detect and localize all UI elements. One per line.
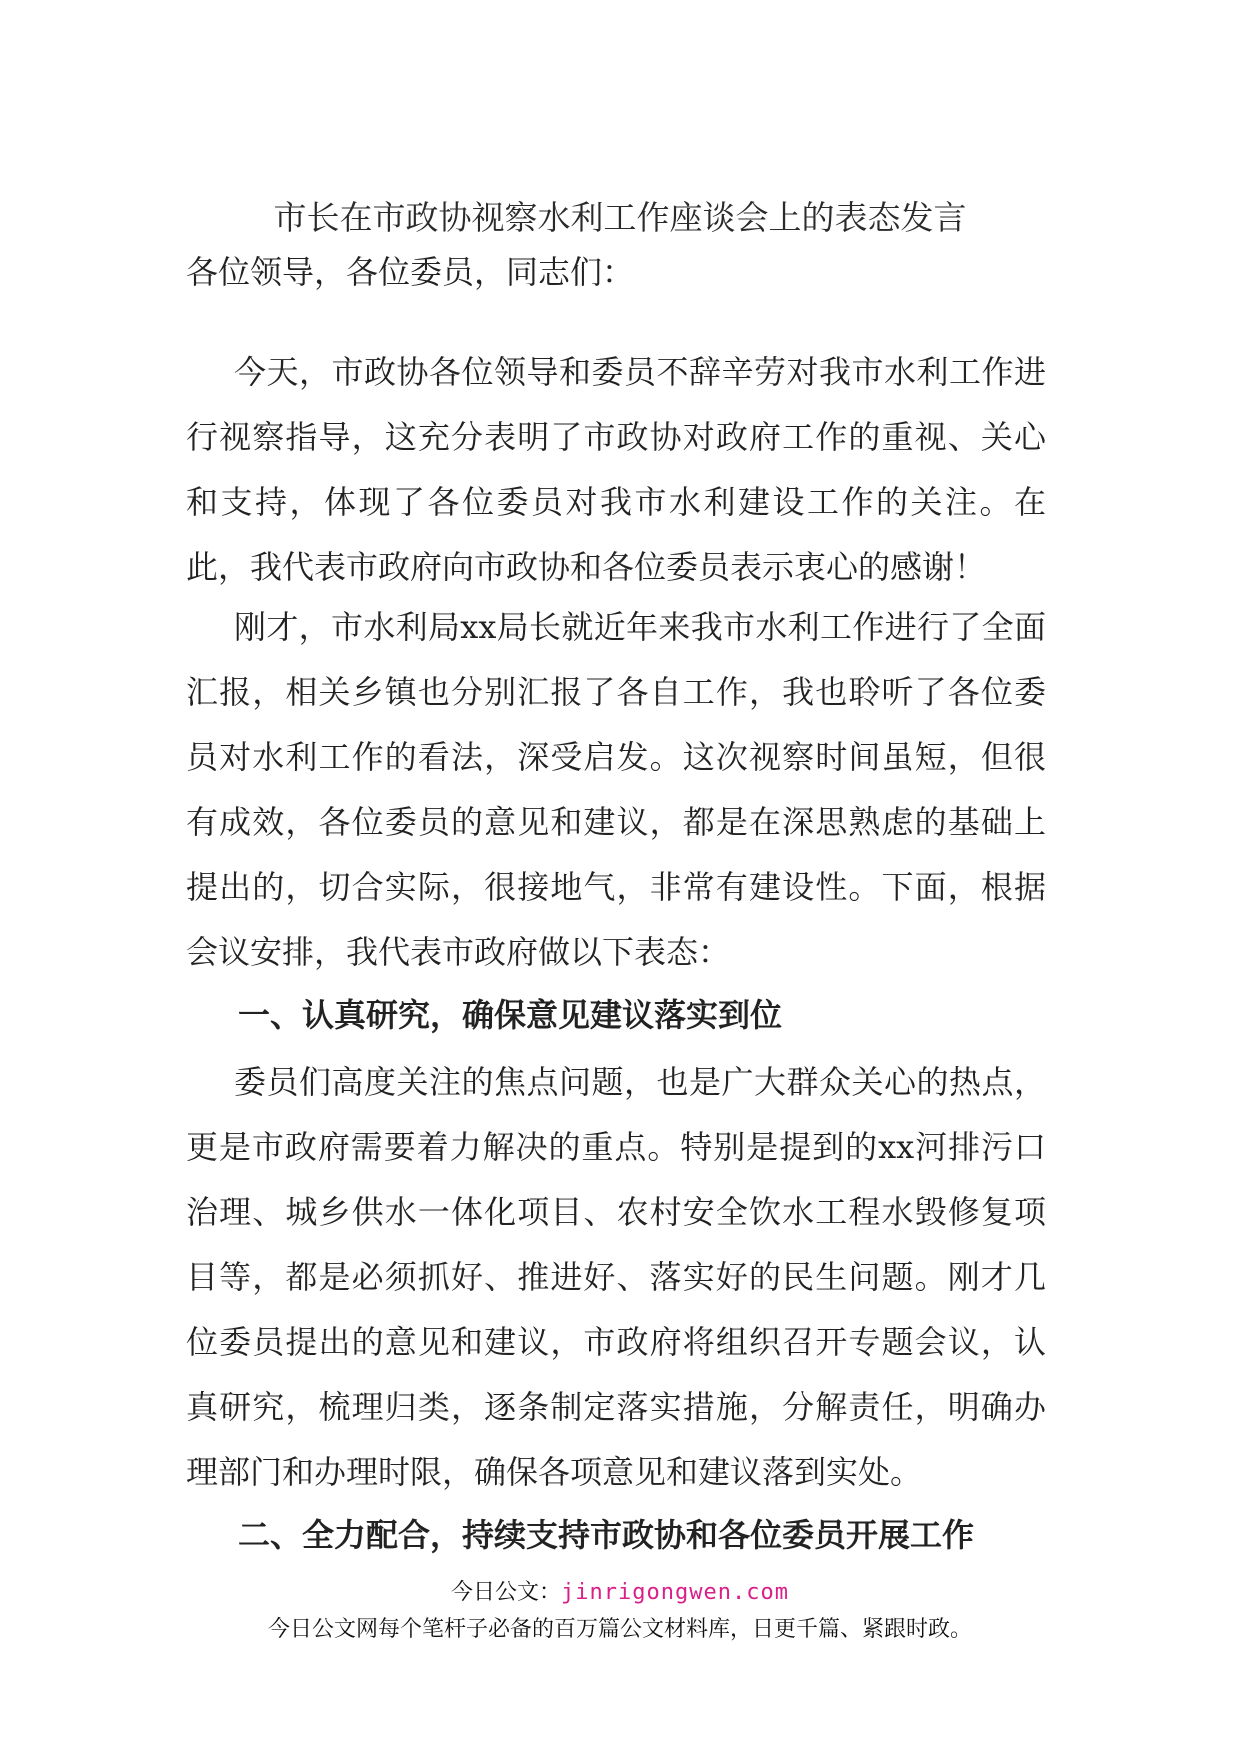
section-heading-2: 二、全力配合，持续支持市政协和各位委员开展工作 <box>238 1516 975 1554</box>
footer-site-link[interactable]: jinrigongwen.com <box>561 1580 789 1605</box>
document-title: 市长在市政协视察水利工作座谈会上的表态发言 <box>273 198 967 237</box>
section-heading-1: 一、认真研究，确保意见建议落实到位 <box>238 996 783 1034</box>
paragraph-intro: 今天，市政协各位领导和委员不辞辛劳对我市水利工作进行视察指导，这充分表明了市政协对政府工作的重视、关心和支持，体现了各位委员对我市水利建设工作的关注。在此，我代表市政府向市政协和各位委员表示衷心的感谢！ <box>186 353 1046 586</box>
footer-site-label: 今日公文： <box>451 1580 562 1605</box>
paragraph-report: 刚才，市水利局xx局长就近年来我市水利工作进行了全面汇报，相关乡镇也分别汇报了各自工作，我也聆听了各位委员对水利工作的看法，深受启发。这次视察时间虽短，但很有成效，各位委员的意见和建议，都是在深思熟虑的基础上提出的，切合实际，很接地气，非常有建设性。下面，根据会议安排，我代表市政府做以下表态： <box>186 608 1046 971</box>
paragraph-section-1: 委员们高度关注的焦点问题，也是广大群众关心的热点，更是市政府需要着力解决的重点。特别是提到的xx河排污口治理、城乡供水一体化项目、农村安全饮水工程水毁修复项目等，都是必须抓好、推进好、落实好的民生问题。刚才几位委员提出的意见和建议，市政府将组织召开专题会议，认真研究，梳理归类，逐条制定落实措施，分解责任，明确办理部门和办理时限，确保各项意见和建议落到实处。 <box>186 1063 1046 1491</box>
footer-site-line <box>0 1577 1240 1609</box>
salutation: 各位领导，各位委员，同志们： <box>186 253 635 291</box>
footer-tagline: 今日公文网每个笔杆子必备的百万篇公文材料库，日更千篇、紧跟时政。 <box>267 1617 972 1642</box>
